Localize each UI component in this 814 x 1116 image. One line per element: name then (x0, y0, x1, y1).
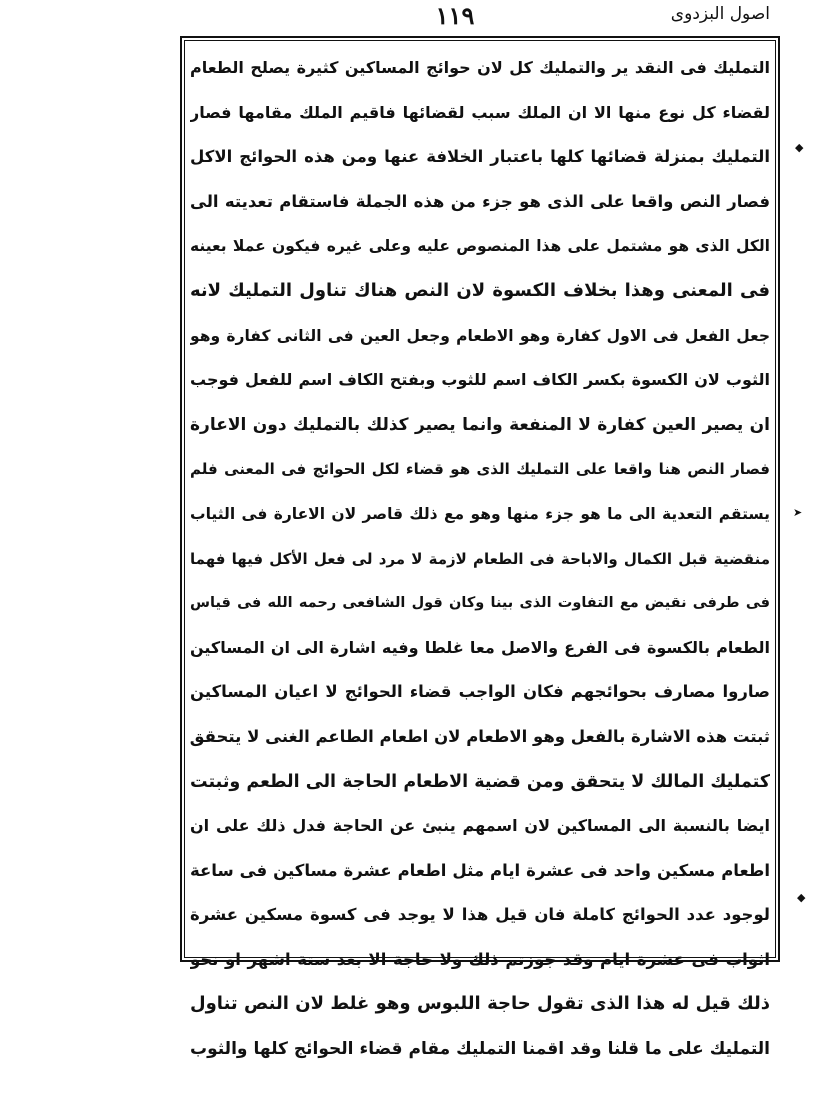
text-line: التملیك بمنزلة قضائها كلها باعتبار الخلافة عنها ومن هذه الحوائج الاكل (190, 147, 770, 167)
text-line: لقضاء كل نوع منها الا ان الملك سبب لقضائها فاقیم الملك مقامها فصار (190, 102, 770, 122)
margin-dot-icon: ◆ (795, 141, 804, 154)
text-line: التملیك على ما قلنا وقد اقمنا التملیك مقام قضاء الحوائج كلها والثوب (190, 1039, 770, 1060)
text-line: ایضا بالنسبة الى المساكین لان اسمهم ینبئ عن الحاجة فدل ذلك على ان (190, 816, 770, 836)
text-line: یستقم التعدیة الى ما هو جزء منها وهو مع ذلك قاصر لان الاعارة فی الثیاب (190, 504, 770, 523)
text-frame (180, 36, 780, 1060)
text-line: الثوب لان الكسوة بكسر الكاف اسم للثوب وبفتح الكاف اسم للفعل فوجب (190, 370, 770, 390)
text-line: الطعام بالكسوة فی الفرع والاصل معا غلطا وفیه اشارة الى ان المساكین (190, 637, 770, 657)
text-line: لوجود عدد الحوائج كاملة فان قیل هذا لا یوجد فی كسوة مسكین عشرة (190, 905, 770, 925)
text-line: صاروا مصارف بحوائجهم فكان الواجب قضاء الحوائج لا اعیان المساكین (190, 682, 770, 702)
text-line: فی المعنی وهذا بخلاف الكسوة لان النص هناك تناول التملیك لانه (190, 279, 770, 301)
text-line: فصار النص هنا واقعا على التملیك الذی هو قضاء لكل الحوائج فی المعنی فلم (190, 460, 770, 479)
text-line: منقضیة قبل الكمال والاباحة فی الطعام لازمة لا مرد لی فعل الأكل فیها فهما (190, 549, 770, 568)
page-number: ۱۱۹ (435, 1, 475, 30)
text-line: اثواب فی عشرة ایام وقد جوزتم ذلك ولا حاجة الا بعد ستة اشهر او نحو (190, 949, 770, 969)
margin-dot-icon: ◆ (797, 891, 806, 904)
book-title: اصول البزدوی (670, 4, 770, 24)
margin-arrow-icon: ➤ (793, 506, 803, 519)
text-line: اطعام مسكین واحد فی عشرة ایام مثل اطعام عشرة مساكین فی ساعة (190, 860, 770, 880)
text-lines (190, 46, 770, 1072)
text-line: الكل الذی هو مشتمل على هذا المنصوص علیه وعلى غیره فیكون عملا بعینه (190, 237, 770, 256)
text-line: ان یصیر العین كفارة لا المنفعة وانما یصیر كذلك بالتملیك دون الاعارة (190, 414, 770, 435)
text-line: جعل الفعل فی الاول كفارة وهو الاطعام وجعل العین فی الثانی كفارة وهو (190, 326, 770, 345)
text-line: فی طرفی نقیض مع التفاوت الذی بینا وكان قول الشافعی رحمه الله فی قیاس (190, 595, 770, 612)
text-line: ذلك قیل له هذا الذی تقول حاجة اللبوس وهو غلط لان النص تناول (190, 993, 770, 1015)
text-line: فصار النص واقعا على الذی هو جزء من هذه الجملة فاستقام تعدیته الى (190, 191, 770, 211)
text-line: التملیك فی النقد یر والتملیك كل لان حوائج المساكین كثیرة یصلح الطعام (190, 58, 770, 77)
text-line: ثبتت هذه الاشارة بالفعل وهو الاطعام لان اطعام الطاعم الغنی لا یتحقق (190, 726, 770, 746)
text-line: كتملیك المالك لا یتحقق ومن قضیة الاطعام الحاجة الى الطعم وثبتت (190, 771, 770, 792)
